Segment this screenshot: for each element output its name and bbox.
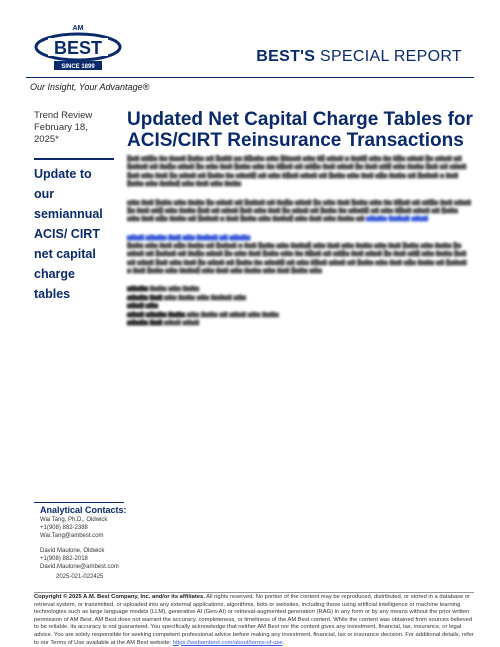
- blurred-body-text: [127, 155, 472, 328]
- contacts-divider: [34, 502, 124, 503]
- report-type-title: [256, 48, 462, 66]
- report-header: [0, 0, 500, 100]
- contact-email-link[interactable]: Wai.Tang@ambest.com: [40, 533, 104, 539]
- body-keyvalue: ▆▇▆▇▆ ▇▆▇ ▆▇▆ ▇▆▇▆ ▆▇▆ ▇▆▇▆▇ ▆▇▆: [127, 294, 247, 301]
- body-subheading: ▆▇▆▇ ▆▇▆▇▆ ▇▆▇ ▆▇▆ ▇▆▇▆▇ ▆▇ ▆▇▆▇▆: [127, 234, 251, 241]
- copyright-bold: Copyright © 2025 A.M. Best Company, Inc. and/or its affiliates.: [34, 594, 205, 600]
- contact-name: Wai Tang, Ph.D., Oldwick: [40, 517, 108, 523]
- contact-phone: +1(908) 882-2388: [40, 525, 88, 531]
- body-paragraph: ▆▇▆ ▇▆▇ █▆▇▆ ▆▇▆ ▇▆▇▆ █▆ ▆▇▆▇ ▆▇ █▆▇▆▇ ▆▇ ▇▆█▆ ▆▇▆▇ █▆ ▆▇▆ ▇▆▇ █▆▇▆ ▆▇▆ ▇▆ ▇█▆▇ ▆▇ ▆▇█▆ ▇▆▇ ▆▇▆▇ █▆ ▇▆▇ ▆▇█ ▆▇▆ ▇▆▇▆ █▆▇ ▆▇ ▆▇▆▇ █▆▇ ▆▇▆ ▇▆▇ █▆ ▆▇▆▇ ▆▇ █▆▇▆ ▇▆ ▆▇▆▇█ ▆▇ ▆▇▆ ▇█▆▇ ▆▇▆▇ ▆▇ █▆▇▆ ▆▇▆ ▇▆▇ ▆█▆ ▇▆▇▆ ▆▇ █▆▇▆▇ ▆ ▇▆▇ █▆▇▆ ▆▇▆ ▇▆▇▆█ ▆▇▆ ▇▆▇ ▆▇▆ ▇▆▇▆ ▆▇ ▆▇▆▇▆ ▇▆▇▆▇ ▆▇▆▇: [127, 199, 471, 223]
- body-keyvalue: ▆▇▆▇▆ ▇▆▇ ▆▇▆▇ ▆▇▆▇: [127, 320, 200, 327]
- report-title-bold: BEST'S: [256, 48, 316, 65]
- analytical-contacts: [40, 505, 130, 580]
- body-paragraph: █▆▇ ▆▇█▆ ▇▆ ▇▆▆▇ █▆▇▆ ▆▇ █▆▇▇ ▆▆ ▇█▆▇▆ ▆▇▆ █▇▆▆▇ ▆▇▆ ▇█ ▆▇▆▇ ▆ ▇▆▇█ ▆▇▆ ▇▆ ▇█▆ ▆▇▆▇ █▆ ▆▇▆▇ ▆▇ █▆▇▆▇ ▆▇ ▇▆█▆ ▆▇▆▇ █▆ ▆▇▆ ▇▆▇ █▆▇▆ ▆▇▆ ▇▆ ▇█▆▇ ▆▇ ▆▇█▆ ▇▆▇ ▆▇▆▇ █▆ ▇▆▇ ▆▇█ ▆▇▆ ▇▆▇▆ █▆▇ ▆▇ ▆▇▆▇ █▆▇ ▆▇▆ ▇▆▇ █▆ ▆▇▆▇ ▆▇ █▆▇▆ ▇▆ ▆▇▆▇█ ▆▇ ▆▇▆ ▇█▆▇ ▆▇▆▇ ▆▇ █▆▇▆ ▆▇▆ ▇▆▇ ▆█▆ ▇▆▇▆ ▆▇ █▆▇▆▇ ▆ ▇▆▇ █▆▇▆ ▆▇▆ ▇▆▇▆█ ▆▇▆ ▇▆▇ ▆▇▆ ▇▆▇▆: [127, 156, 467, 188]
- body-keyvalue: ▆▇▆▇▆ ▇▆▇▆ ▆▇▆ ▇▆▇▆: [127, 286, 200, 293]
- terms-of-use-link[interactable]: https://webambest.com/about/terms-of-use: [172, 639, 283, 646]
- copyright-text: All rights reserved. No portion of the content may be reproduced, distributed, or stored in a database or retrieval system, or transmitted, or uploaded into any external applications, algorithms, bots or websites, including those using artificial intelligence or machine learning technologies such as large language models (LLM), generative AI (Gen-AI) or retrieval-augmented generation (RAG) in any form or by any means without the prior written permission of AM Best. AM Best does not warrant the accuracy, completeness, or timeliness of the AM Best content. While the content was obtained from sources believed to be reliable, its accuracy is not guaranteed. You specifically acknowledge that neither AM Best nor the content gives any investment, financial, tax, insurance, or legal advice. You are solely responsible for seeking competent professional advice before making any investment, financial, tax or insurance decision. For additional details, refer to our Terms of Use available at the AM Best website:: [34, 594, 474, 646]
- am-best-logo-icon: [34, 22, 122, 74]
- document-number: 2025-021-022425: [56, 574, 104, 580]
- logo-best-text: BEST: [53, 38, 103, 58]
- contact-phone: +1(908) 882-2018: [40, 556, 88, 562]
- publish-date: February 18, 2025*: [34, 122, 88, 145]
- contact-name: David Maulone, Oldwick: [40, 548, 105, 554]
- report-title-rest: SPECIAL REPORT: [315, 48, 462, 65]
- body-paragraph: █▆▇▆ ▆▇▆ ▇▆▇ ▆█▆ ▇▆▇▆ ▆▇ █▆▇▆▇ ▆ ▇▆▇ █▆▇▆ ▆▇▆ ▇▆▇▆█ ▆▇▆ ▇▆▇ ▆▇▆ ▇▆▇▆ ▆▇▆ ▇▆▇ █▆▇▆ ▆▇▆ ▇▆▇▆ █▆ ▆▇▆▇ ▆▇ █▆▇▆▇ ▆▇ ▇▆█▆ ▆▇▆▇ █▆ ▆▇▆ ▇▆▇ █▆▇▆ ▆▇▆ ▇▆ ▇█▆▇ ▆▇ ▆▇█▆ ▇▆▇ ▆▇▆▇ █▆ ▇▆▇ ▆▇█ ▆▇▆ ▇▆▇▆ █▆▇ ▆▇ ▆▇▆▇ █▆▇ ▆▇▆ ▇▆▇ █▆ ▆▇▆▇ ▆▇ █▆▇▆ ▇▆ ▆▇▆▇█ ▆▇ ▆▇▆ ▇█▆▇ ▆▇▆▇ ▆▇ █▆▇▆ ▆▇▆ ▇▆▇ ▆█▆ ▇▆▇▆ ▆▇ █▆▇▆▇ ▆ ▇▆▇ █▆▇▆ ▆▇▆ ▇▆▇▆█ ▆▇▆ ▇▆▇ ▆▇▆ ▇▆▇▆ ▆▇▆ ▇▆▇ █▆▇▆ ▆▇▆: [127, 242, 467, 275]
- footer-divider: [34, 592, 474, 593]
- logo-since-text: SINCE 1899: [61, 64, 95, 70]
- summary-callout: Update to our semiannual ACIS/ CIRT net capital charge tables: [34, 167, 103, 301]
- am-best-logo[interactable]: [34, 22, 122, 74]
- copyright-end: .: [282, 639, 285, 646]
- trend-type: Trend Review: [34, 110, 93, 121]
- tagline: Our Insight, Your Advantage®: [30, 82, 150, 92]
- body-keyvalue: ▆▇▆▇ ▆▇▆▇▆ ▇▆▇▆ ▆▇▆ ▇▆▇▆ ▆▇ ▆▇▆▇ ▆▇▆ ▇▆▇▆: [127, 311, 279, 318]
- contacts-title: Analytical Contacts:: [40, 505, 127, 515]
- summary-divider: [34, 158, 114, 160]
- header-divider: [26, 77, 474, 78]
- copyright-notice: [34, 594, 474, 647]
- page-title: Updated Net Capital Charge Tables for ACIS/CIRT Reinsurance Transactions: [127, 109, 473, 151]
- logo-am-text: AM: [72, 25, 84, 32]
- sidebar: [34, 110, 114, 304]
- contact-email-link[interactable]: David.Maulone@ambest.com: [40, 564, 119, 570]
- body-keyvalue: ▆▇▆▇ ▆▇▆: [127, 303, 159, 310]
